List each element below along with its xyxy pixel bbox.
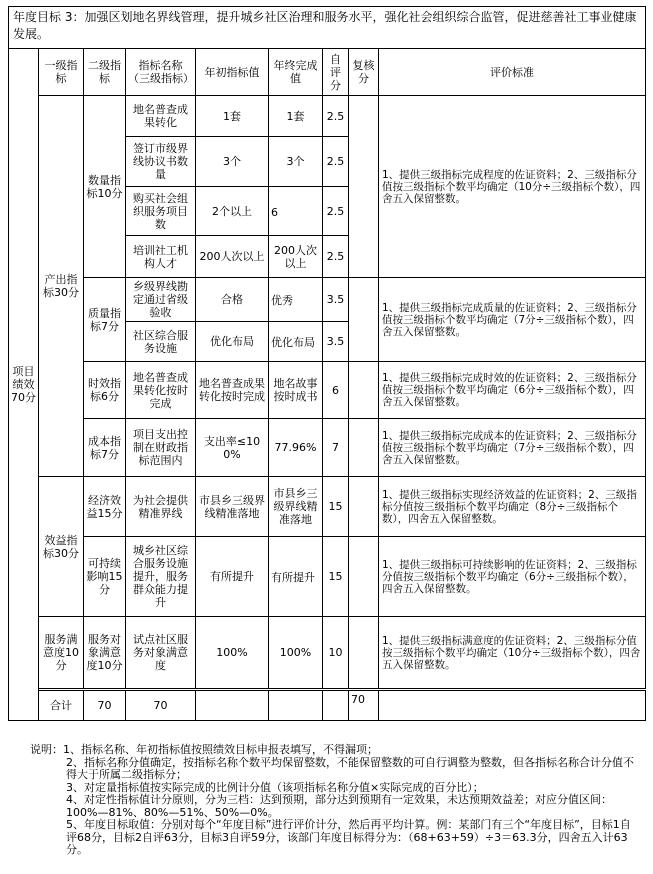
total-label: 合计 xyxy=(39,691,84,721)
review-cell xyxy=(349,278,379,362)
review-cell xyxy=(349,477,379,537)
group-quality: 质量指标7分 xyxy=(84,278,126,362)
header-name: 指标名称（三级指标） xyxy=(126,49,196,96)
row-initial: 3个 xyxy=(196,137,269,187)
note-item xyxy=(30,794,640,819)
criteria-timeliness: 1、提供三级指标完成时效的佐证资料；2、三级指标分值按三级指标个数平均确定（6分÷三级指标个数），四舍五入保留整数。 xyxy=(379,362,646,419)
total-empty xyxy=(379,691,646,721)
row-initial: 优化布局 xyxy=(196,322,269,362)
note-text: 4、对定性指标值计分原则，分为三档：达到预期，部分达到预期有一定效果，未达预期效益差；对应分值区间：100%—81%、80%—51%、50%—0%。 xyxy=(66,793,612,819)
row-self: 3.5 xyxy=(323,322,349,362)
notes-section xyxy=(30,744,640,857)
total-b: 70 xyxy=(126,691,196,721)
performance-table xyxy=(8,6,646,721)
review-cell xyxy=(349,362,379,419)
note-text: 1、指标名称、年初指标值按照绩效目标申报表填写，不得漏项； xyxy=(63,743,378,756)
row-self: 7 xyxy=(323,419,349,477)
row-self: 2.5 xyxy=(323,236,349,278)
group-satisfaction: 服务对象满意度10分 xyxy=(84,617,126,689)
row-name: 地名普查成果转化按时完成 xyxy=(126,362,196,419)
group-timeliness: 时效指标6分 xyxy=(84,362,126,419)
header-final: 年终完成值 xyxy=(269,49,323,96)
annual-goal: 年度目标 3：加强区划地名界线管理，提升城乡社区治理和服务水平，强化社会组织综合监管，促进慈善社工事业健康发展。 xyxy=(9,7,646,49)
group-sustain: 可持续影响15分 xyxy=(84,537,126,617)
review-cell xyxy=(349,537,379,617)
header-level2: 二级指标 xyxy=(84,49,126,96)
row-final: 1套 xyxy=(269,96,323,137)
row-final: 优秀 xyxy=(269,278,323,322)
notes-label: 说明： xyxy=(30,743,63,756)
criteria-cost: 1、提供三级指标完成成本的佐证资料；2、三级指标分值按三级指标个数平均确定（7分÷三级指标个数），四舍五入保留整数。 xyxy=(379,419,646,477)
total-a: 70 xyxy=(84,691,126,721)
row-name: 地名普查成果转化 xyxy=(126,96,196,137)
satisfaction-indicator: 服务满意度10分 xyxy=(39,617,84,689)
row-final: 3个 xyxy=(269,137,323,187)
row-initial: 支出率≤100% xyxy=(196,419,269,477)
row-final: 地名故事按时成书 xyxy=(269,362,323,419)
row-name: 购买社会组织服务项目数 xyxy=(126,187,196,236)
total-empty xyxy=(323,691,349,721)
note-text: 5、年度目标取值：分别对每个“年度目标”进行评价计分，然后再平均计算。例：某部门有三个“年度目标”，目标1自评68分，目标2自评63分，目标3自评59分，该部门年度目标得分为：（68+63+59）÷3＝63.3分，四舍五入计63分。 xyxy=(66,818,631,856)
row-final: 有所提升 xyxy=(269,537,323,617)
note-item xyxy=(30,819,640,857)
row-self: 2.5 xyxy=(323,96,349,137)
header-initial: 年初指标值 xyxy=(196,49,269,96)
criteria-quality: 1、提供三级指标完成质量的佐证资料；2、三级指标分值按三级指标个数平均确定（7分÷三级指标个数），四舍五入保留整数。 xyxy=(379,278,646,362)
row-name: 社区综合服务设施 xyxy=(126,322,196,362)
project-performance-cell: 项目绩效70分 xyxy=(9,49,39,721)
row-self: 2.5 xyxy=(323,187,349,236)
benefit-indicator: 效益指标30分 xyxy=(39,477,84,617)
row-final: 200人次以上 xyxy=(269,236,323,278)
row-initial: 200人次以上 xyxy=(196,236,269,278)
row-name: 项目支出控制在财政指标范围内 xyxy=(126,419,196,477)
header-level1: 一级指标 xyxy=(39,49,84,96)
criteria-sustain: 1、提供三级指标可持续影响的佐证资料；2、三级指标分值按三级指标个数平均确定（6分÷三级指标个数），四舍五入保留整数。 xyxy=(379,537,646,617)
row-initial: 100% xyxy=(196,617,269,689)
row-initial: 地名普查成果转化按时完成 xyxy=(196,362,269,419)
criteria-quantity: 1、提供三级指标完成程度的佐证资料；2、三级指标分值按三级指标个数平均确定（10分÷三级指标个数），四舍五入保留整数。 xyxy=(379,96,646,278)
row-name: 培训社工机构人才 xyxy=(126,236,196,278)
row-final: 优化布局 xyxy=(269,322,323,362)
row-self: 2.5 xyxy=(323,137,349,187)
row-final: 77.96% xyxy=(269,419,323,477)
review-cell xyxy=(349,96,379,278)
row-final: 100% xyxy=(269,617,323,689)
criteria-economic: 1、提供三级指标实现经济效益的佐证资料；2、三级指标分值按三级指标个数平均确定（8分÷三级指标个数），四舍五入保留整数。 xyxy=(379,477,646,537)
row-self: 10 xyxy=(323,617,349,689)
note-item xyxy=(30,757,640,782)
total-self: 70 xyxy=(349,691,379,721)
output-indicator: 产出指标30分 xyxy=(39,96,84,477)
row-name: 试点社区服务对象满意度 xyxy=(126,617,196,689)
row-initial: 有所提升 xyxy=(196,537,269,617)
review-cell xyxy=(349,419,379,477)
row-name: 城乡社区综合服务设施提升，服务群众能力提升 xyxy=(126,537,196,617)
row-name: 乡级界线勘定通过省级验收 xyxy=(126,278,196,322)
row-initial: 合格 xyxy=(196,278,269,322)
row-name: 为社会提供精准界线 xyxy=(126,477,196,537)
header-criteria: 评价标准 xyxy=(379,49,646,96)
group-quantity: 数量指标10分 xyxy=(84,96,126,278)
note-item xyxy=(30,744,640,757)
row-initial: 1套 xyxy=(196,96,269,137)
row-final: 市县乡三级界线精准落地 xyxy=(269,477,323,537)
header-self: 自评分 xyxy=(323,49,349,96)
row-final: 6 xyxy=(269,187,323,236)
total-empty xyxy=(269,691,323,721)
row-initial: 2个以上 xyxy=(196,187,269,236)
row-self: 6 xyxy=(323,362,349,419)
note-text: 3、对定量指标值按实际完成的比例计分值（该项指标名称分值×实际完成的百分比）； xyxy=(66,780,484,794)
row-self: 15 xyxy=(323,537,349,617)
group-economic: 经济效益15分 xyxy=(84,477,126,537)
total-empty xyxy=(196,691,269,721)
criteria-satisfaction: 1、提供三级指标满意度的佐证资料；2、三级指标分值按三级指标个数平均确定（10分÷三级指标个数），四舍五入保留整数。 xyxy=(379,617,646,689)
group-cost: 成本指标7分 xyxy=(84,419,126,477)
header-review: 复核分 xyxy=(349,49,379,96)
row-name: 签订市级界线协议书数量 xyxy=(126,137,196,187)
row-initial: 市县乡三级界线精准落地 xyxy=(196,477,269,537)
note-text: 2、指标名称分值确定，按指标名称个数平均保留整数，不能保留整数的可自行调整为整数，但各指标名称合计分值不得大于所属二级指标分； xyxy=(66,755,634,781)
review-cell xyxy=(349,617,379,689)
row-self: 15 xyxy=(323,477,349,537)
row-self: 3.5 xyxy=(323,278,349,322)
